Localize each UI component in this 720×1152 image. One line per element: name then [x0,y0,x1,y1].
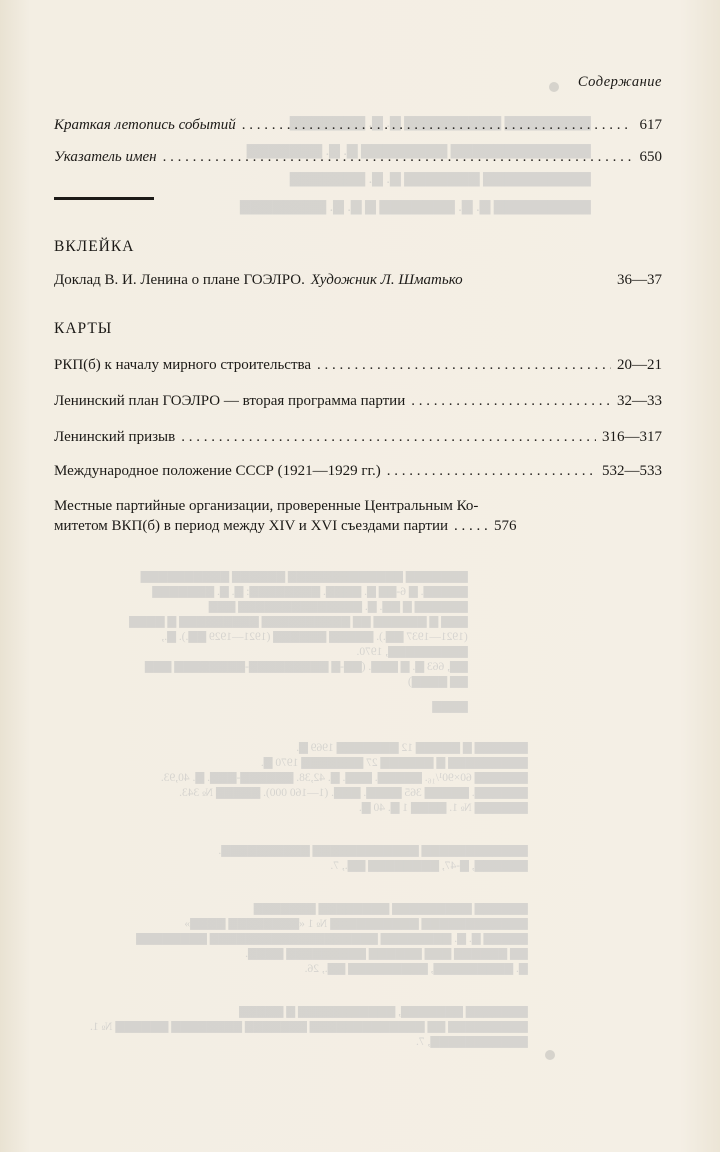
toc-entry-page: 32—33 [617,393,662,409]
leader-dots [163,148,632,167]
toc-entry-title: Ленинский призыв [54,429,176,445]
toc-entry-map [54,392,662,411]
leader-dots [454,516,488,536]
toc-entry-map [54,462,662,481]
printing-mark-bottom [545,1050,555,1060]
toc-entry-page: 576 [494,518,517,534]
toc-entry-page: 316—317 [602,429,662,445]
toc-entry-map [54,356,662,375]
leader-dots [317,356,611,375]
reverse-side-show-through-bottom: ▇▇▇▇▇▇▇ ▇▇▇▇▇▇▇▇▇▇▇▇▇ ▇▇▇▇▇▇ ▇▇▇▇▇▇▇▇▇▇ ▇▇▇▇▇. ▇ 6-▇▇ ▇. ▇▇▇▇. ▇▇▇▇▇▇▇▇: ▇. ▇. ▇▇▇▇▇▇▇ ▇▇▇▇▇▇ ▇ ▇▇. ▇. ▇▇▇▇▇▇▇▇▇▇▇▇▇▇ ▇▇▇ ▇▇▇ ▇ ▇▇▇▇▇▇ ▇▇ ▇▇▇▇▇▇▇▇▇▇ ▇▇▇▇▇▇▇▇▇ ▇ ▇▇▇▇ (1921—1937 ▇▇.). ▇▇▇▇▇ ▇▇▇▇▇▇ (1921—1929 ▇▇.). ▇., ▇▇▇▇▇▇▇▇▇, 1970. ▇▇, 663 ▇. ▇ ▇▇▇. (▇▇-▇ ▇▇▇▇▇▇▇▇▇-▇▇▇▇▇▇▇▇ ▇▇▇ ▇▇ ▇▇▇▇) ▇▇▇▇ ▇▇▇▇▇▇ ▇ ▇▇▇▇▇ 12 ▇▇▇▇▇▇▇ 1969 ▇. ▇▇▇▇▇▇▇▇▇ ▇ ▇▇▇▇▇▇ 27 ▇▇▇▇▇▇▇ 1970 ▇. ▇▇▇▇▇▇ 60×90¹/₁₆. ▇▇▇▇▇. ▇▇▇. ▇. 42,38. ▇▇▇▇▇▇-▇▇▇. ▇. 40,93. ▇▇▇▇▇▇. ▇▇▇▇▇ 365 ▇▇▇▇. ▇▇▇. (1—160 000). ▇▇▇▇▇ № 343. ▇▇▇▇▇▇ № 1. ▇▇▇▇ 1 ▇. 40 ▇. ▇▇▇▇▇▇▇▇▇▇▇▇ ▇▇▇▇▇▇▇▇▇▇▇▇ ▇▇▇▇▇▇▇▇▇▇. ▇▇▇▇▇▇, ▇-47, ▇▇▇▇▇▇▇▇ ▇▇., 7. ▇▇▇▇▇▇ ▇▇▇▇▇▇▇▇▇ ▇▇▇▇▇▇▇▇ ▇▇▇▇▇▇▇ ▇▇▇▇▇▇▇▇▇▇▇▇ ▇▇▇▇▇▇▇▇▇▇ № 1 «▇▇▇▇▇▇▇▇ ▇▇▇▇» ▇▇▇▇▇ ▇. ▇. ▇▇▇▇▇▇▇▇ ▇▇▇▇▇▇▇▇▇▇▇▇▇▇▇▇▇▇▇ ▇▇▇▇▇▇▇▇ ▇▇ ▇▇▇▇▇▇ ▇▇▇ ▇▇▇▇▇▇ ▇▇▇▇▇▇▇▇▇ ▇▇▇▇. ▇. ▇▇▇▇▇▇▇▇▇, ▇▇▇▇▇▇▇▇▇ ▇▇., 26. ▇▇▇▇▇▇▇ ▇▇▇▇▇▇▇, ▇▇▇▇▇▇▇▇▇▇▇ ▇ ▇▇▇▇▇ ▇▇▇▇▇▇▇▇▇ ▇▇ ▇▇▇▇▇▇▇▇▇▇▇▇▇ ▇▇▇▇▇▇▇ ▇▇▇▇▇▇▇▇ ▇▇▇▇▇▇ № 1. ▇▇▇▇▇▇▇▇▇▇▇, 7. [90,571,528,1048]
leader-dots [181,428,596,447]
toc-entry-map [54,428,662,447]
running-title: Содержание [577,74,662,90]
toc-entry-page: 617 [639,117,662,133]
toc-entry-insert [54,272,662,289]
toc-entry-chronicle [54,116,662,135]
toc-entry-title: Указатель имен [54,149,157,165]
toc-entry-page: 532—533 [602,463,662,479]
toc-entry-map-multiline [54,496,662,536]
toc-entry-name-index [54,148,662,167]
section-divider-rule [54,197,154,200]
leader-dots [242,116,632,135]
section-heading-maps: КАРТЫ [54,320,113,337]
toc-entry-title: Доклад В. И. Ленина о плане ГОЭЛРО. [54,272,305,288]
section-heading-insert: ВКЛЕЙКА [54,238,135,255]
toc-entry-title: Краткая летопись событий [54,117,236,133]
leader-dots [411,392,611,411]
toc-entry-page: 650 [639,149,662,165]
printing-mark-top [549,82,559,92]
toc-entry-title: Международное положение СССР (1921—1929 гг.) [54,463,381,479]
toc-entry-page: 36—37 [617,272,662,288]
toc-entry-artist: Художник Л. Шматько [310,272,463,288]
toc-entry-page: 20—21 [617,357,662,373]
toc-entry-title-line1: Местные партийные организации, проверенные Центральным Ко- [54,498,479,514]
toc-entry-title-line2: митетом ВКП(б) в период между XIV и XVI съездами партии [54,518,449,534]
toc-entry-title: РКП(б) к началу мирного строительства [54,357,312,373]
reverse-side-show-through-top: ▇▇▇▇▇▇▇▇ ▇▇▇▇▇▇▇▇▇ ▇. ▇. ▇▇▇▇▇▇▇ ▇▇▇▇▇▇▇▇▇▇▇▇▇ ▇▇▇▇▇▇▇▇ ▇. ▇. ▇▇▇▇▇▇▇ ▇▇▇▇▇▇▇▇▇▇ ▇▇▇▇▇▇▇ ▇. ▇. ▇▇▇▇▇▇▇ ▇▇▇▇▇▇▇▇▇ ▇. ▇. ▇▇▇▇▇▇▇ ▇ ▇. ▇. ▇▇▇▇▇▇▇▇ [240,116,591,215]
toc-entry-title: Ленинский план ГОЭЛРО — вторая программа партии [54,393,406,409]
leader-dots [387,462,596,481]
